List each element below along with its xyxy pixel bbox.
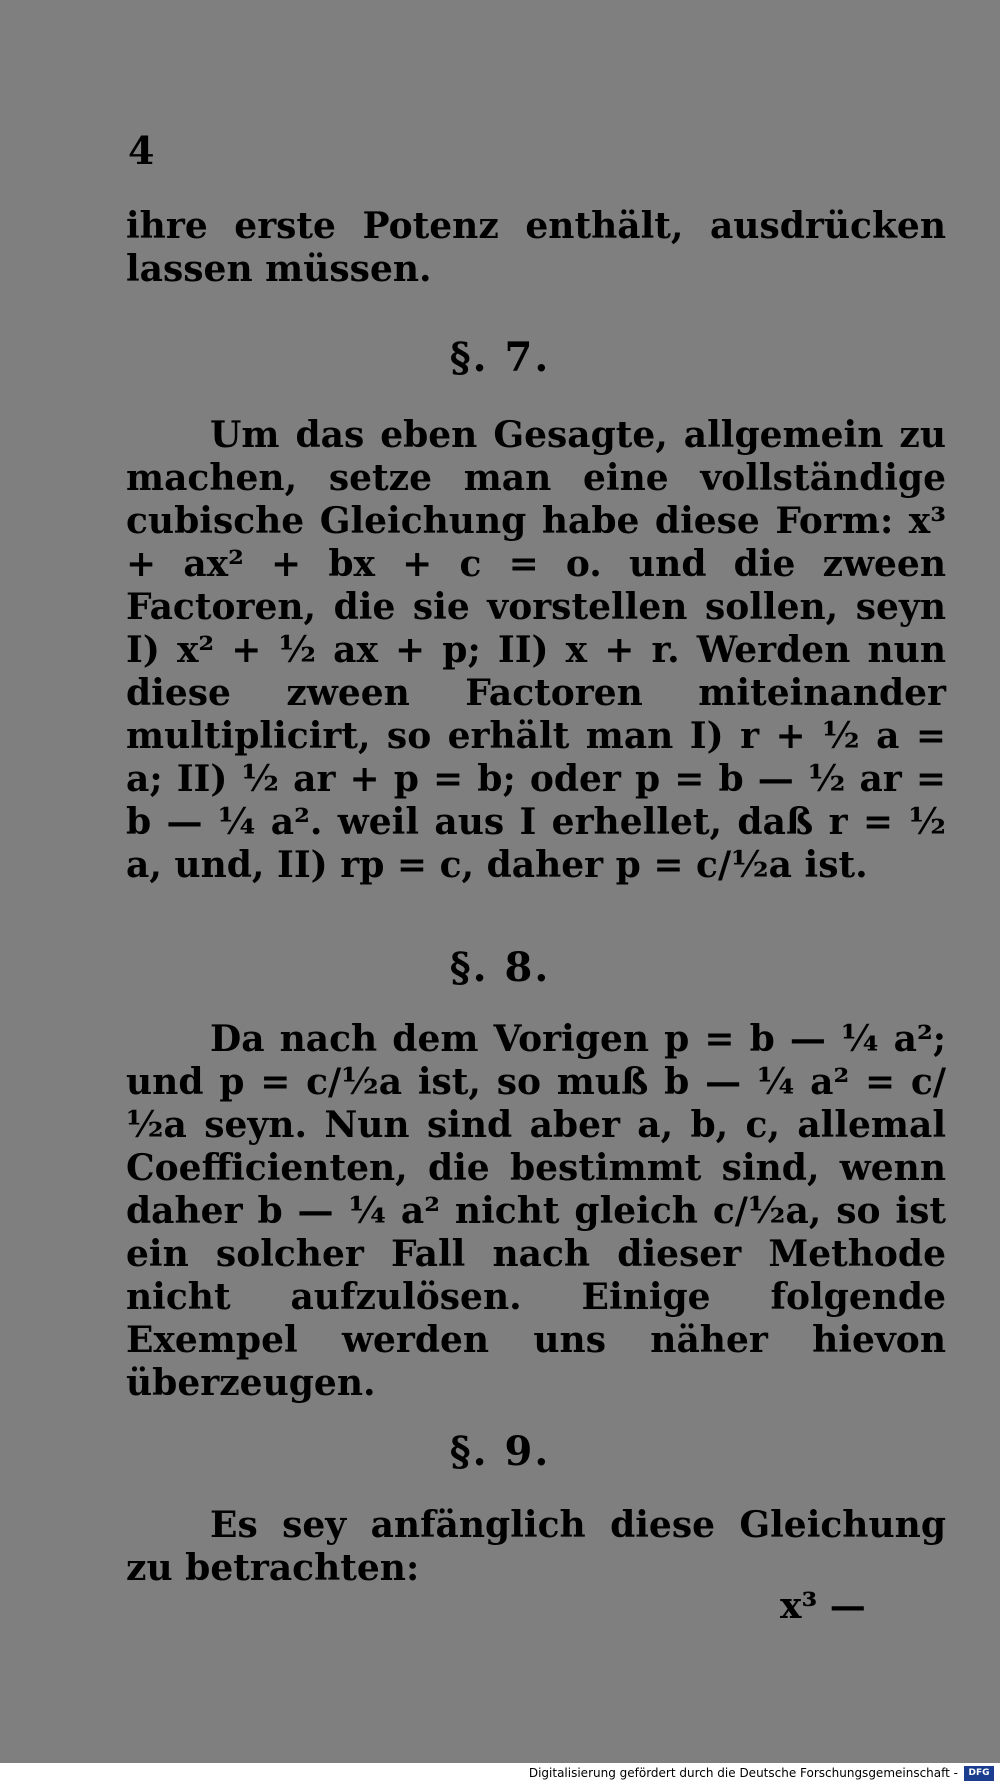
paragraph-3-text: Da nach dem Vorigen p = b — ¼ a²; und p = c/½a ist, so muß b — ¼ a² = c/½a seyn. Nun sind aber a, b, c, allemal Coefficienten, die bestimmt sind, wenn daher b — ¼ a² nicht gleich c/½a, so ist ein solcher Fall nach dieser Methode nicht aufzulösen. Einige folgende Exempel werden uns näher hievon überzeugen. [126, 1018, 946, 1404]
paragraph-4 [126, 1504, 946, 1590]
section-heading-8: §. 8. [449, 944, 551, 991]
footer-credit: Digitalisierung gefördert durch die Deutsche Forschungsgemeinschaft - [528, 1766, 958, 1780]
page-number: 4 [128, 128, 155, 173]
footer-bar [0, 1763, 1000, 1785]
dfg-logo-icon: DFG [964, 1766, 994, 1781]
paragraph-3 [126, 1018, 946, 1405]
section-heading-9: §. 9. [449, 1428, 551, 1475]
paragraph-2 [126, 414, 946, 887]
section-heading-7: §. 7. [449, 334, 551, 381]
catchword: x³ — [780, 1585, 866, 1627]
paragraph-4-text: Es sey anfänglich diese Gleichung zu betrachten: [126, 1504, 946, 1589]
paragraph-2-text: Um das eben Gesagte, allgemein zu machen, setze man eine vollständige cubische Gleichung habe diese Form: x³ + ax² + bx + c = o. und die zween Factoren, die sie vorstellen sollen, seyn I) x² + ½ ax + p; II) x + r. Werden nun diese zween Factoren miteinander multiplicirt, so erhält man I) r + ½ a = a; II) ½ ar + p = b; oder p = b — ½ ar = b — ¼ a². weil aus I erhellet, daß r = ½ a, und, II) rp = c, daher p = c/½a ist. [126, 414, 946, 886]
paragraph-1-text: ihre erste Potenz enthält, ausdrücken lassen müssen. [126, 205, 946, 290]
paragraph-1 [126, 205, 946, 291]
